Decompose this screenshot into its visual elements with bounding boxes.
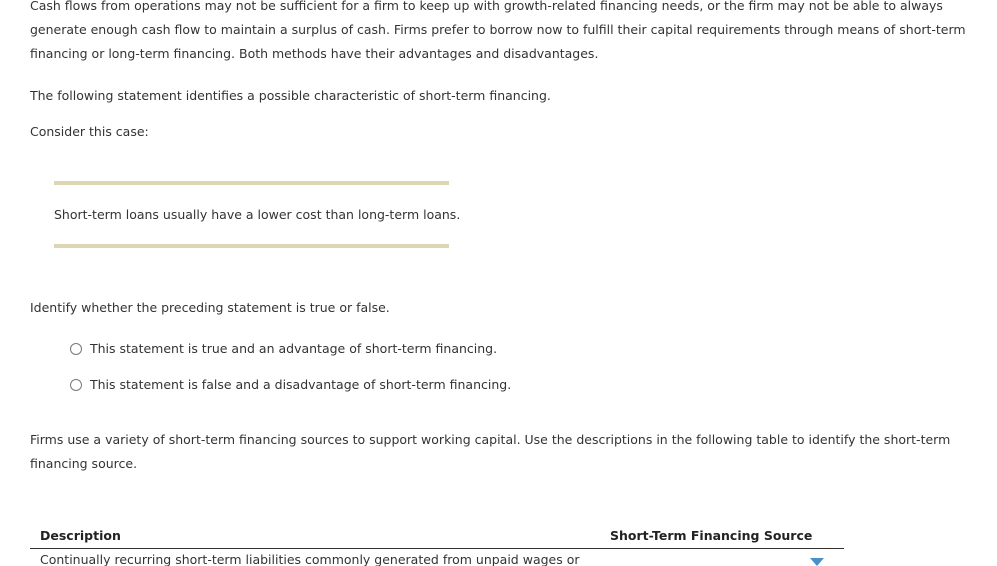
case-rule-top [54,181,449,185]
radio-button-true[interactable] [70,343,82,355]
statement-intro: The following statement identifies a possible characteristic of short-term financing. [30,88,551,103]
case-rule-bottom [54,244,449,248]
intro-paragraph [30,0,966,66]
intro-line-2: generate enough cash flow to maintain a surplus of cash. Firms prefer to borrow now to fulfill their capital requirements through means of short-term [30,22,966,37]
table-row: Continually recurring short-term liabilities commonly generated from unpaid wages or [40,552,580,566]
table-header [30,528,844,549]
firms-line-1: Firms use a variety of short-term financing sources to support working capital. Use the descriptions in the following table to identify the short-term [30,432,951,447]
option-true[interactable] [70,341,497,356]
consider-label: Consider this case: [30,124,149,139]
intro-line-3: financing or long-term financing. Both methods have their advantages and disadvantages. [30,46,599,61]
identify-prompt: Identify whether the preceding statement is true or false. [30,300,390,315]
intro-line-1: Cash flows from operations may not be sufficient for a firm to keep up with growth-related financing needs, or the firm may not be able to always [30,0,943,13]
option-false[interactable] [70,377,511,392]
radio-button-false[interactable] [70,379,82,391]
firms-line-2: financing source. [30,456,138,471]
case-statement: Short-term loans usually have a lower cost than long-term loans. [54,207,461,222]
source-header: Short-Term Financing Source [610,528,813,543]
chevron-down-icon[interactable] [810,558,824,566]
option-true-label[interactable]: This statement is true and an advantage of short-term financing. [90,341,498,356]
case-box [54,181,461,249]
option-false-label[interactable]: This statement is false and a disadvantage of short-term financing. [90,377,512,392]
firms-paragraph [30,428,950,476]
description-header: Description [40,528,121,543]
